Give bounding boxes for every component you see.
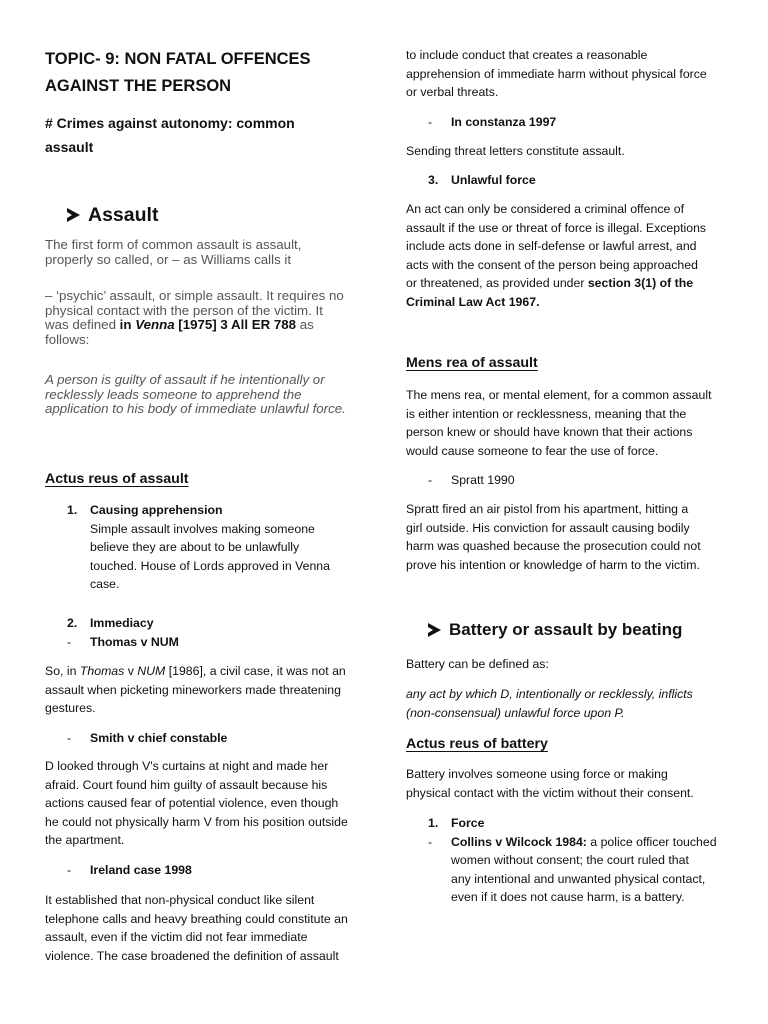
- section-subtitle: # Crimes against autonomy: common assault: [45, 115, 295, 155]
- mens-rea-paragraph: The mens rea, or mental element, for a common assault is either intention or recklessness, meaning that the person knew or should have known that their actions would cause someone to fear the use of force.: [406, 388, 712, 458]
- mens-rea-assault-heading: Mens rea of assault: [406, 355, 538, 371]
- battery-definition-intro: Battery can be defined as:: [406, 657, 549, 671]
- arrow-bullet-icon: [428, 623, 441, 637]
- thomas-paragraph: So, in Thomas v NUM [1986], a civil case, it was not an assault when picketing mineworkers made threatening gestures.: [45, 664, 346, 716]
- case-thomas-v-num: Thomas v NUM: [90, 634, 179, 649]
- constanza-paragraph: Sending threat letters constitute assault.: [406, 144, 625, 158]
- assault-heading: Assault: [67, 203, 363, 227]
- list-item-causing-apprehension: 1. Causing apprehension Simple assault involves making someone believe they are about to be unlawfully touched. House of Lords approved in Venna case.: [67, 503, 330, 592]
- smith-paragraph: D looked through V's curtains at night and made her afraid. Court found him guilty of assault because his actions caused fear of potential violence, even though he could not physically harm V from his position outside the apartment.: [45, 759, 348, 848]
- list-item-unlawful-force: 3. Unlawful force: [428, 173, 536, 187]
- arrow-bullet-icon: [67, 208, 80, 222]
- list-item-force: 1. Force - Collins v Wilcock 1984: a police officer touched women without consent; the court ruled that any intentional and unwanted physical contact, even if it does not cause harm, is a battery.: [406, 814, 726, 914]
- ireland-paragraph-continued: to include conduct that creates a reasonable apprehension of immediate harm without physical force or verbal threats.: [406, 48, 707, 100]
- list-item-immediacy: 2. Immediacy - Thomas v NUM: [45, 614, 363, 654]
- assault-paragraph-2: – ‘psychic’ assault, or simple assault. It requires no physical contact with the person of the victim. It was defined in Venna [1975] 3 All ER 788 as follows:: [45, 288, 344, 347]
- topic-title: TOPIC- 9: NON FATAL OFFENCES AGAINST THE PERSON: [45, 50, 311, 95]
- case-constanza-label: - In constanza 1997: [428, 115, 557, 129]
- assault-paragraph-1: The first form of common assault is assault, properly so called, or – as Williams calls it: [45, 237, 302, 267]
- unlawful-force-paragraph: An act can only be considered a criminal offence of assault if the use or threat of force is illegal. Exceptions include acts done in self-defense or lawful arrest, and acts with the consent of the person being approached or threatened, as provided under section 3(1) of the Criminal Law Act 1967.: [406, 202, 707, 309]
- assault-definition-quote: A person is guilty of assault if he intentionally or recklessly leads someone to apprehend the application to his body of immediate unlawful force.: [45, 372, 346, 416]
- actus-reus-battery-paragraph: Battery involves someone using force or making physical contact with the victim without their consent.: [406, 767, 694, 800]
- battery-heading: Battery or assault by beating: [428, 618, 726, 642]
- case-collins-v-wilcock: Collins v Wilcock 1984: a police officer touched women without consent; the court ruled that any intentional and unwanted physical contact, even if it does not cause harm, is a battery.: [451, 834, 717, 905]
- actus-reus-battery-heading: Actus reus of battery: [406, 736, 548, 752]
- ireland-paragraph: It established that non-physical conduct like silent telephone calls and heavy breathing could constitute an assault, even if the victim did not fear immediate violence. The case broadened the definition of assault: [45, 893, 348, 963]
- case-smith-label: - Smith v chief constable: [67, 731, 228, 745]
- actus-reus-assault-heading: Actus reus of assault: [45, 471, 189, 487]
- case-ireland-label: - Ireland case 1998: [67, 863, 192, 877]
- spratt-paragraph: Spratt fired an air pistol from his apartment, hitting a girl outside. His conviction for assault causing bodily harm was quashed because the prosecution could not prove his intention or knowledge of harm to the victim.: [406, 502, 701, 572]
- battery-definition-quote: any act by which D, intentionally or recklessly, inflicts (non-consensual) unlawful force upon P.: [406, 687, 693, 720]
- case-venna: Venna: [135, 317, 175, 332]
- case-spratt-label: - Spratt 1990: [428, 473, 515, 487]
